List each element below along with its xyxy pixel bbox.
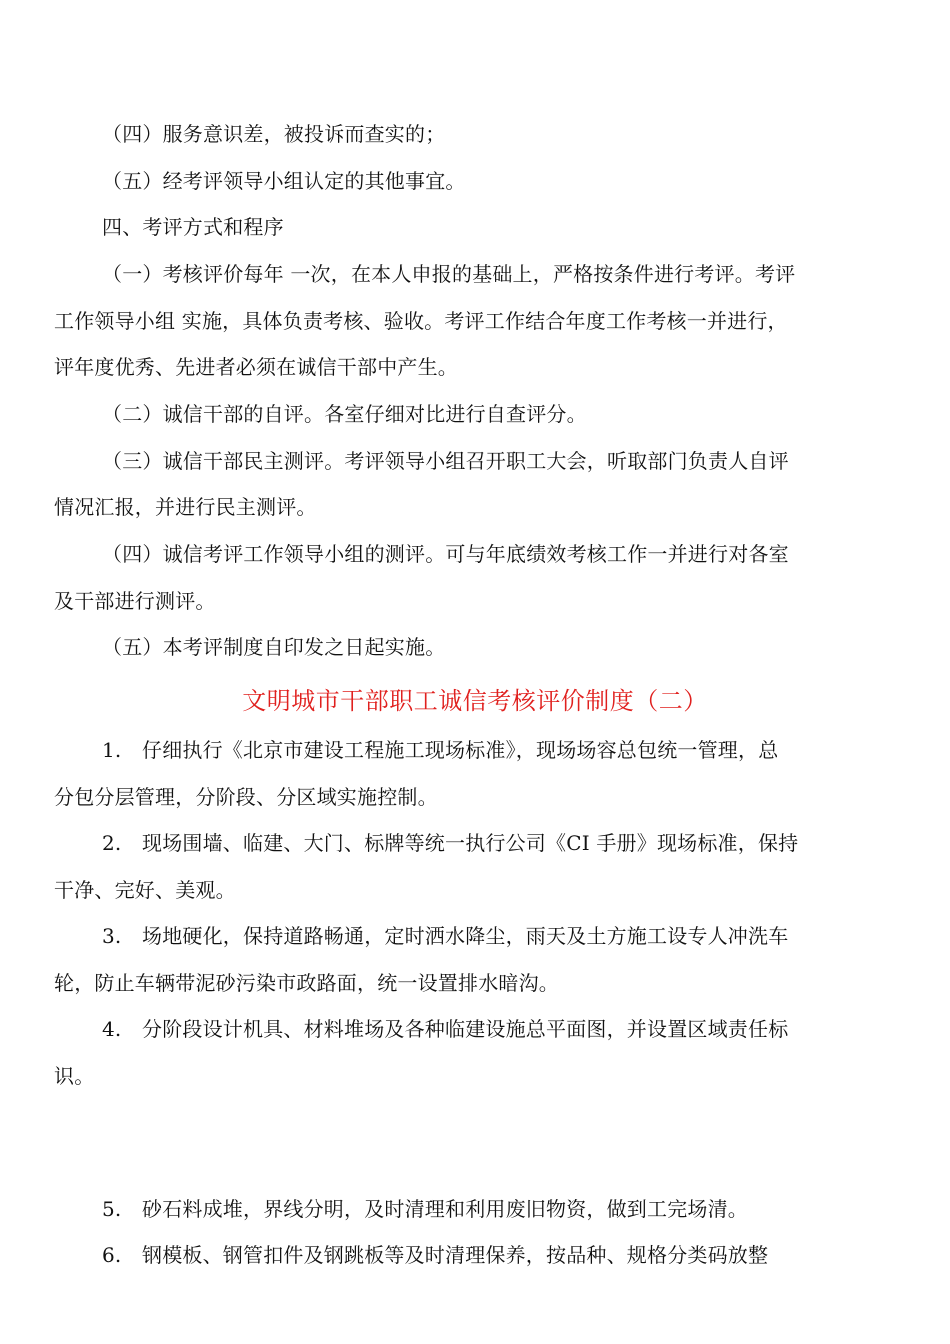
- paragraph: （一）考核评价每年 一次，在本人申报的基础上，严格按条件进行考评。考评: [102, 262, 796, 286]
- list-item-continuation: 分包分层管理，分阶段、分区域实施控制。: [54, 785, 438, 809]
- list-item: [102, 830, 798, 856]
- item-text: 钢模板、钢管扣件及钢跳板等及时清理保养，按品种、规格分类码放整: [142, 1243, 769, 1267]
- paragraph: （二）诚信干部的自评。各室仔细对比进行自查评分。: [102, 402, 587, 426]
- paragraph-continuation: 评年度优秀、先进者必须在诚信干部中产生。: [54, 355, 458, 379]
- list-item-continuation: 轮，防止车辆带泥砂污染市政路面，统一设置排水暗沟。: [54, 971, 559, 995]
- item-number: 6.: [102, 1243, 122, 1267]
- item-text: 仔细执行《北京市建设工程施工现场标准》，现场场容总包统一管理，总: [142, 738, 779, 762]
- list-item-continuation: 识。: [54, 1064, 95, 1088]
- paragraph: （五）本考评制度自印发之日起实施。: [102, 635, 446, 659]
- list-item: [102, 1196, 748, 1222]
- list-item: [102, 1242, 768, 1268]
- paragraph: （四）诚信考评工作领导小组的测评。可与年底绩效考核工作一并进行对各室: [102, 542, 789, 566]
- paragraph: （四）服务意识差，被投诉而查实的；: [102, 122, 446, 146]
- list-item-continuation: 干净、完好、美观。: [54, 878, 236, 902]
- paragraph: （五）经考评领导小组认定的其他事宜。: [102, 169, 466, 193]
- list-item: [102, 1016, 788, 1042]
- list-item: [102, 923, 788, 949]
- item-text: 砂石料成堆，界线分明，及时清理和利用废旧物资，做到工完场清。: [142, 1197, 748, 1221]
- paragraph-continuation: 情况汇报，并进行民主测评。: [54, 495, 317, 519]
- section-title: 文明城市干部职工诚信考核评价制度（二）: [242, 687, 708, 715]
- paragraph: （三）诚信干部民主测评。考评领导小组召开职工大会，听取部门负责人自评: [102, 449, 789, 473]
- item-number: 2.: [102, 831, 122, 855]
- item-number: 4.: [102, 1017, 122, 1041]
- paragraph-continuation: 及干部进行测评。: [54, 589, 216, 613]
- item-text: 现场围墙、临建、大门、标牌等统一执行公司《CI 手册》现场标准，保持: [142, 831, 799, 855]
- item-number: 3.: [102, 924, 122, 948]
- item-text: 场地硬化，保持道路畅通，定时洒水降尘，雨天及土方施工设专人冲洗车: [142, 924, 789, 948]
- item-number: 5.: [102, 1197, 122, 1221]
- item-number: 1.: [102, 738, 122, 762]
- list-item: [102, 737, 778, 763]
- section-heading: 四、考评方式和程序: [102, 215, 284, 239]
- paragraph-continuation: 工作领导小组 实施，具体负责考核、验收。考评工作结合年度工作考核一并进行，: [54, 309, 788, 333]
- item-text: 分阶段设计机具、材料堆场及各种临建设施总平面图，并设置区域责任标: [142, 1017, 789, 1041]
